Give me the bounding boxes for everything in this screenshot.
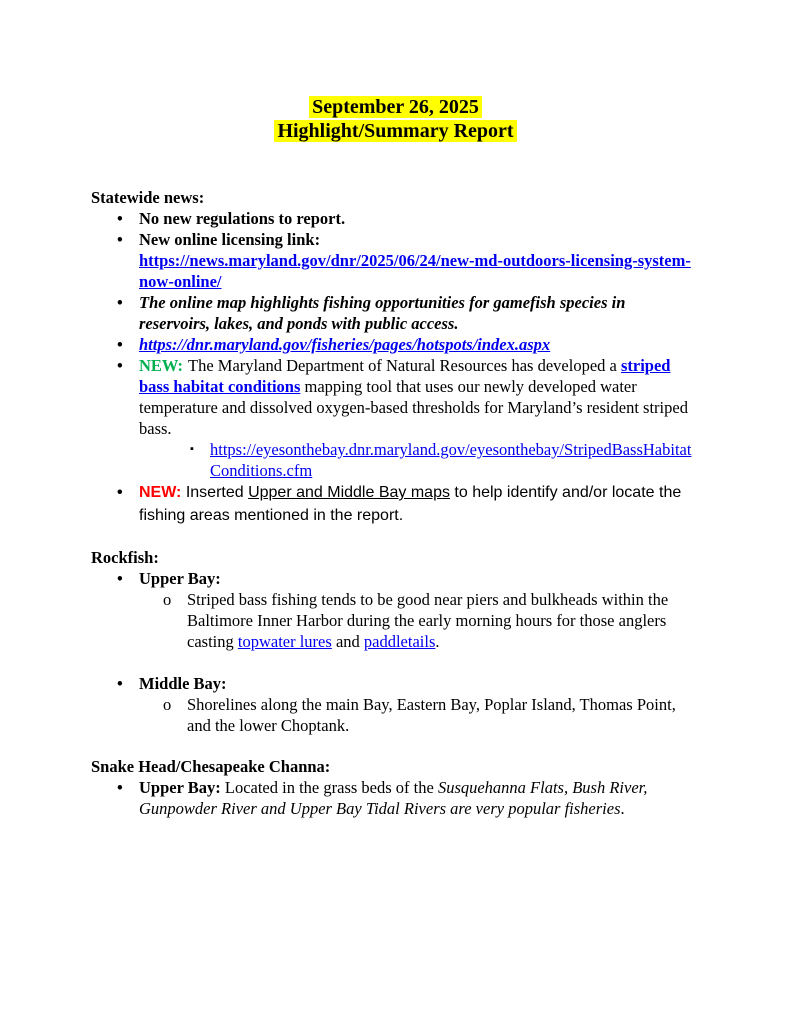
bullet-icon xyxy=(117,777,139,819)
list-item-hotspots-link xyxy=(91,334,700,355)
bullet-icon xyxy=(117,568,139,589)
habitat-text-2: mapping tool that uses our newly developed water temperature and dissolved oxygen-based thresholds for Maryland’s resident striped bass. xyxy=(139,377,688,438)
rockfish-upper-text-3: . xyxy=(435,632,440,651)
list-item-rockfish-upper-detail xyxy=(91,589,700,652)
statewide-news-heading: Statewide news: xyxy=(91,188,205,207)
document-body xyxy=(91,187,700,819)
habitat-conditions-link[interactable]: striped bass habitat conditions xyxy=(139,356,671,396)
new-red-badge: NEW: xyxy=(139,484,182,501)
rockfish-middle-text: Shorelines along the main Bay, Eastern Bay, Poplar Island, Thomas Point, and the lower Choptank. xyxy=(187,695,676,735)
bullet-icon xyxy=(117,481,139,527)
bullet-icon xyxy=(117,355,139,439)
report-date-highlight: September 26, 2025 xyxy=(309,96,482,118)
list-item-habitat-tool xyxy=(91,355,700,439)
new-green-badge: NEW: xyxy=(139,356,184,375)
list-item-bay-maps xyxy=(91,481,700,527)
bullet-icon xyxy=(117,334,139,355)
snakehead-text-1: Located in the grass beds of the xyxy=(220,778,438,797)
list-item-licensing-link xyxy=(91,229,700,292)
rockfish-upper-text-2: and xyxy=(331,632,364,651)
paddletails-link[interactable]: paddletails xyxy=(363,632,436,651)
list-item-rockfish-middle-detail xyxy=(91,694,700,736)
report-title-date xyxy=(91,95,700,119)
list-item-rockfish-middle-bay xyxy=(91,673,700,694)
bullet-icon xyxy=(117,673,139,694)
circle-bullet-icon xyxy=(163,694,187,736)
square-bullet-icon xyxy=(190,439,210,481)
habitat-text-1: The Maryland Department of Natural Resources has developed a xyxy=(188,356,621,375)
hotspots-link[interactable]: https://dnr.maryland.gov/fisheries/pages/hotspots/index.aspx xyxy=(139,335,551,354)
topwater-lures-link[interactable]: topwater lures xyxy=(237,632,332,651)
bullet-icon xyxy=(117,229,139,292)
eyesonthebay-link[interactable]: https://eyesonthebay.dnr.maryland.gov/eyesonthebay/StripedBassHabitatConditions.cfm xyxy=(210,440,692,480)
snakehead-heading: Snake Head/Chesapeake Channa: xyxy=(91,757,331,776)
snakehead-italic-text: Susquehanna Flats, Bush River, Gunpowder River and Upper Bay Tidal Rivers are very popular fisheries xyxy=(139,778,648,818)
rockfish-upper-bay-label: Upper Bay: xyxy=(139,569,221,588)
list-item-no-regulations xyxy=(91,208,700,229)
circle-bullet-icon xyxy=(163,589,187,652)
bullet-icon xyxy=(117,292,139,334)
snakehead-upper-label: Upper Bay: xyxy=(139,778,221,797)
online-map-text: The online map highlights fishing opportunities for gamefish species in reservoirs, lakes, and ponds with public access. xyxy=(139,293,626,333)
maps-text-1: Inserted xyxy=(181,484,249,501)
list-item-habitat-sublink xyxy=(91,439,700,481)
report-name-highlight: Highlight/Summary Report xyxy=(274,120,516,142)
report-title-name xyxy=(91,119,700,143)
snakehead-text-2: . xyxy=(620,799,625,818)
maps-text-2: to help identify and/or locate the fishing areas mentioned in the report. xyxy=(139,484,682,524)
bay-maps-underlined: Upper and Middle Bay maps xyxy=(248,484,450,501)
report-title xyxy=(91,95,700,143)
list-item-online-map xyxy=(91,292,700,334)
rockfish-heading: Rockfish: xyxy=(91,548,159,567)
licensing-label: New online licensing link: xyxy=(139,230,321,249)
rockfish-upper-text-1: Striped bass fishing tends to be good near piers and bulkheads within the Baltimore Inner Harbor during the early morning hours for those anglers casting xyxy=(187,590,669,651)
list-item-rockfish-upper-bay xyxy=(91,568,700,589)
no-regulations-text: No new regulations to report. xyxy=(139,209,346,228)
rockfish-middle-bay-label: Middle Bay: xyxy=(139,674,227,693)
licensing-link[interactable]: https://news.maryland.gov/dnr/2025/06/24/new-md-outdoors-licensing-system-now-online/ xyxy=(139,251,691,291)
bullet-icon xyxy=(117,208,139,229)
list-item-snakehead-upper-bay xyxy=(91,777,700,819)
